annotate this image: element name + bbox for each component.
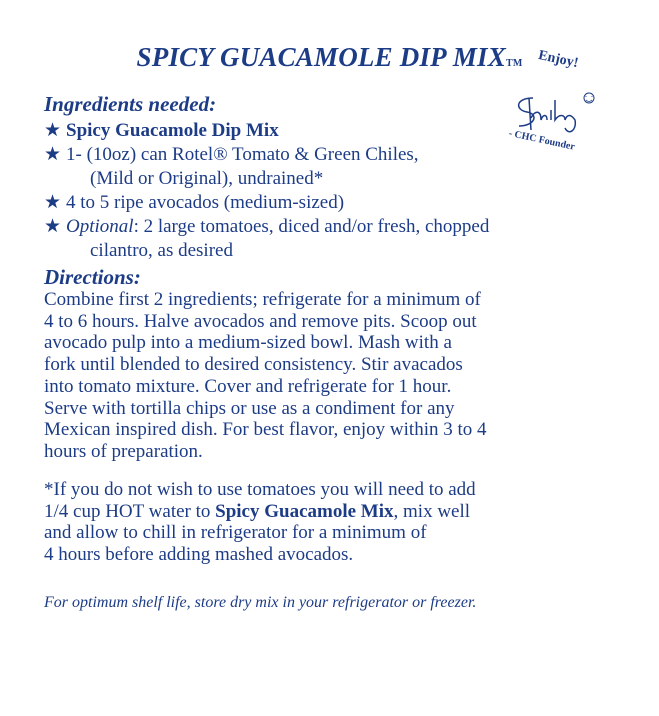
star-icon: ★ bbox=[44, 144, 62, 165]
directions-line: 4 to 6 hours. Halve avocados and remove pits. Scoop out bbox=[44, 310, 477, 332]
storage-note: For optimum shelf life, store dry mix in your refrigerator or freezer. bbox=[44, 594, 477, 611]
title-text: SPICY GUACAMOLE DIP MIX bbox=[136, 42, 506, 72]
founder-label: - CHC Founder bbox=[507, 128, 576, 153]
enjoy-label: Enjoy! bbox=[536, 48, 580, 72]
directions-line: into tomato mixture. Cover and refrigerate for 1 hour. bbox=[44, 375, 452, 397]
note-text bbox=[44, 479, 644, 566]
directions-line: fork until blended to desired consistency. Stir avacados bbox=[44, 354, 463, 376]
directions-text bbox=[44, 289, 644, 463]
ingredient-continuation: (Mild or Original), undrained* bbox=[90, 168, 324, 189]
directions-line: Serve with tortilla chips or use as a condiment for any bbox=[44, 397, 455, 419]
directions-line: Combine first 2 ingredients; refrigerate for a minimum of bbox=[44, 289, 481, 310]
ingredient-continuation: cilantro, as desired bbox=[90, 240, 233, 261]
ingredients-heading: Ingredients needed: bbox=[44, 92, 217, 116]
note-line: *If you do not wish to use tomatoes you will need to add bbox=[44, 479, 476, 500]
directions-heading: Directions: bbox=[44, 265, 141, 289]
directions-line: Mexican inspired dish. For best flavor, enjoy within 3 to 4 bbox=[44, 419, 487, 441]
ingredient-item: ★ 1- (10oz) can Rotel® Tomato & Green Chiles, bbox=[44, 144, 419, 165]
star-icon: ★ bbox=[44, 120, 62, 141]
directions-line: hours of preparation. bbox=[44, 440, 203, 462]
note-line: 1/4 cup HOT water to Spicy Guacamole Mix, mix well bbox=[44, 500, 471, 522]
ingredient-item: ★ 4 to 5 ripe avocados (medium-sized) bbox=[44, 192, 345, 213]
note-line: and allow to chill in refrigerator for a minimum of bbox=[44, 522, 427, 544]
ingredient-item: ★ Spicy Guacamole Dip Mix bbox=[44, 120, 279, 141]
trademark-mark: TM bbox=[505, 58, 523, 69]
note-line: 4 hours before adding mashed avocados. bbox=[44, 544, 354, 566]
ingredients-list bbox=[44, 119, 644, 263]
ingredient-item: ★ Optional: 2 large tomatoes, diced and/or fresh, chopped bbox=[44, 216, 490, 237]
star-icon: ★ bbox=[44, 192, 62, 213]
star-icon: ★ bbox=[44, 216, 62, 237]
directions-line: avocado pulp into a medium-sized bowl. Mash with a bbox=[44, 332, 452, 354]
